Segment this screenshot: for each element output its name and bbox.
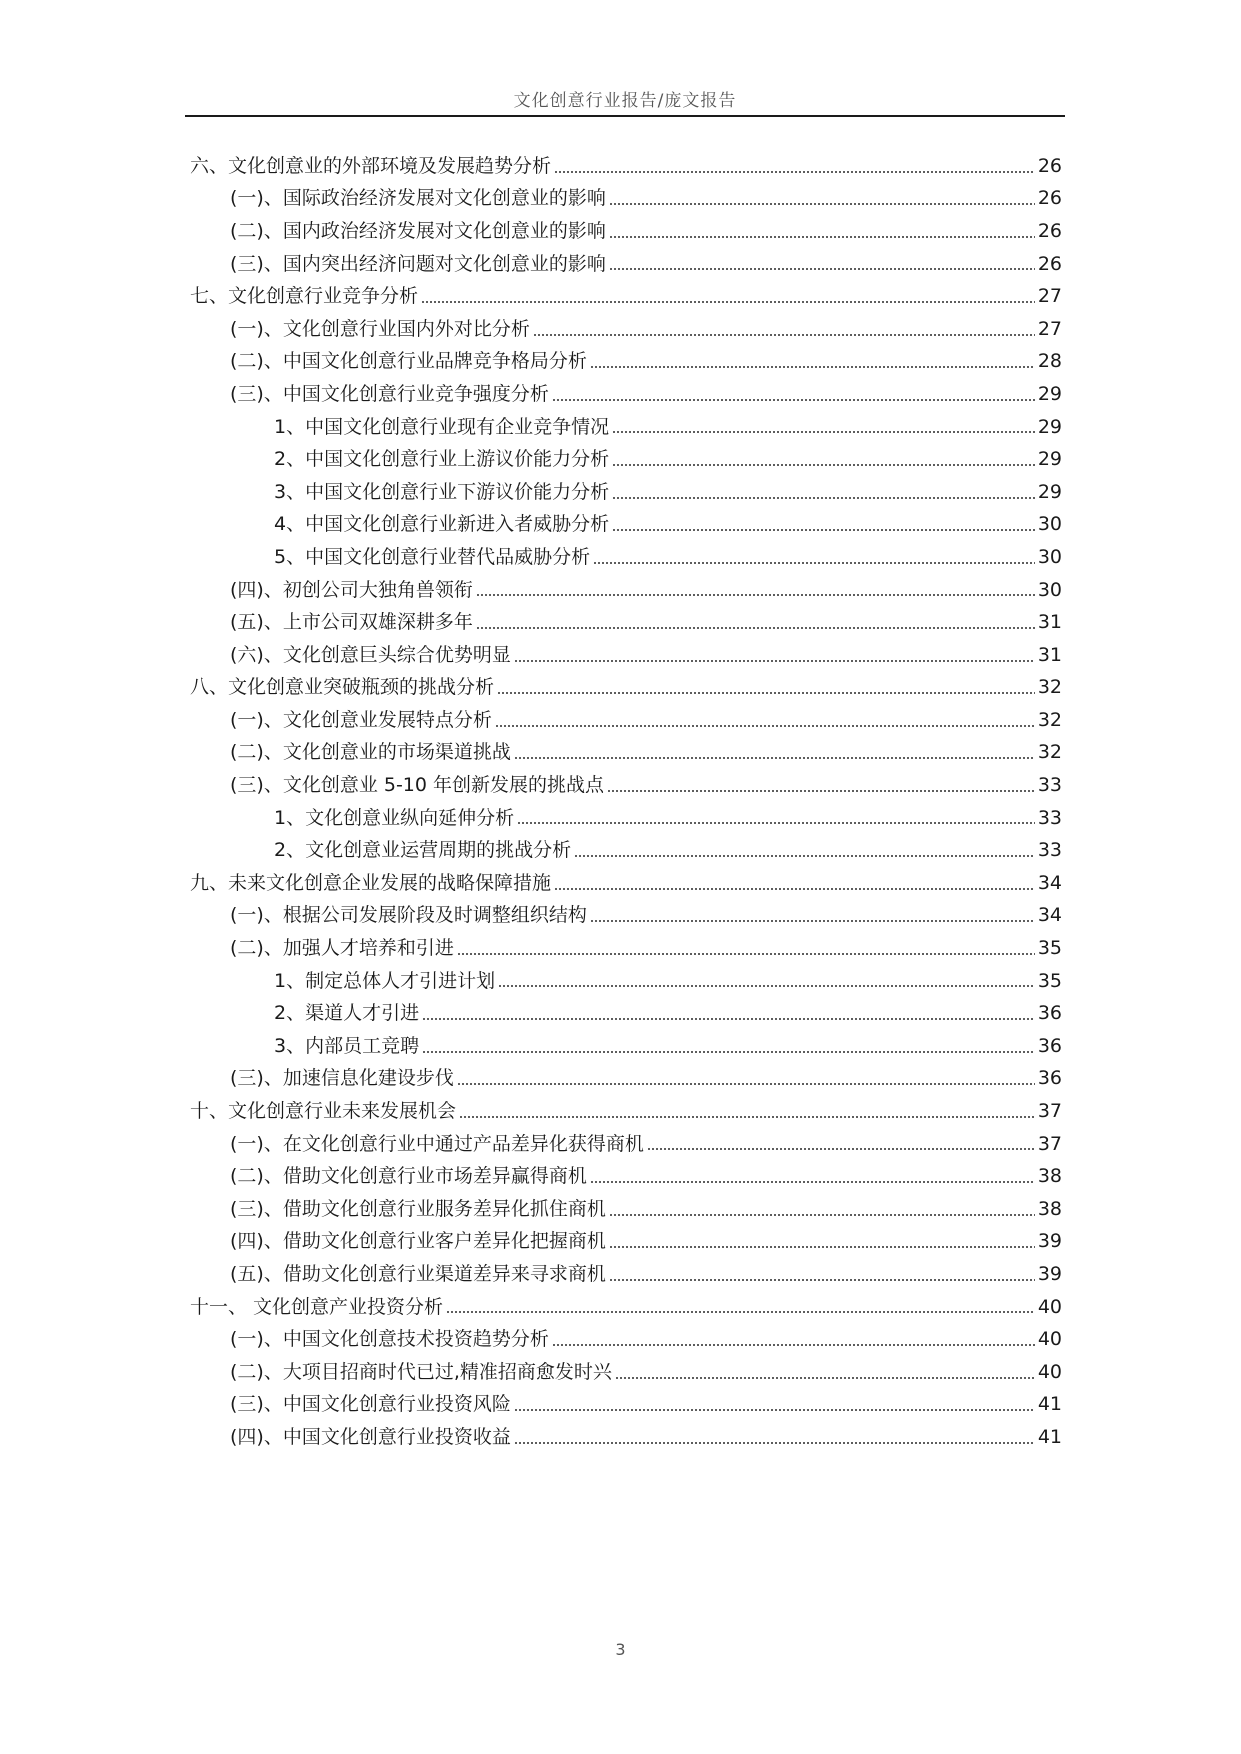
toc-entry[interactable]: [190, 965, 1062, 998]
toc-entry-page: 38: [1037, 1197, 1062, 1220]
toc-entry[interactable]: [190, 1323, 1062, 1356]
toc-dot-leader: [612, 463, 1035, 467]
toc-dot-leader: [457, 952, 1035, 956]
toc-entry-title: 九、未来文化创意企业发展的战略保障措施: [190, 871, 552, 894]
toc-entry-page: 29: [1037, 480, 1062, 503]
toc-entry[interactable]: [190, 1160, 1062, 1193]
toc-dot-leader: [615, 1376, 1035, 1380]
toc-dot-leader: [533, 333, 1035, 337]
toc-entry-title: (一)、中国文化创意技术投资趋势分析: [230, 1328, 549, 1351]
toc-dot-leader: [552, 398, 1035, 402]
toc-entry-title: (一)、文化创意行业国内外对比分析: [230, 317, 530, 340]
toc-entry-page: 33: [1037, 839, 1062, 862]
toc-entry[interactable]: [190, 215, 1062, 248]
toc-dot-leader: [574, 854, 1035, 858]
toc-entry-title: 3、中国文化创意行业下游议价能力分析: [274, 480, 610, 503]
toc-dot-leader: [590, 919, 1035, 923]
toc-entry-page: 37: [1037, 1132, 1062, 1155]
toc-dot-leader: [609, 235, 1035, 239]
toc-entry-title: 十、文化创意行业未来发展机会: [190, 1100, 457, 1123]
toc-entry-title: 1、制定总体人才引进计划: [274, 969, 496, 992]
toc-entry-page: 36: [1037, 1067, 1062, 1090]
toc-entry[interactable]: [190, 313, 1062, 346]
header-rule: [185, 115, 1065, 117]
toc-entry-title: (六)、文化创意巨头综合优势明显: [230, 643, 511, 666]
toc-entry-page: 26: [1037, 219, 1062, 242]
toc-entry[interactable]: [190, 1356, 1062, 1389]
toc-entry-page: 40: [1037, 1295, 1062, 1318]
toc-entry[interactable]: [190, 997, 1062, 1030]
toc-dot-leader: [552, 1343, 1035, 1347]
toc-entry-title: 5、中国文化创意行业替代品威胁分析: [274, 545, 591, 568]
toc-entry-page: 39: [1037, 1262, 1062, 1285]
toc-entry-page: 30: [1037, 578, 1062, 601]
page-number: 3: [615, 1640, 626, 1659]
toc-entry-page: 35: [1037, 937, 1062, 960]
toc-dot-leader: [609, 267, 1035, 271]
toc-dot-leader: [514, 756, 1035, 760]
toc-entry[interactable]: [190, 150, 1062, 183]
toc-entry[interactable]: [190, 737, 1062, 770]
toc-entry-title: (五)、借助文化创意行业渠道差异来寻求商机: [230, 1262, 606, 1285]
toc-entry[interactable]: [190, 183, 1062, 216]
toc-entry[interactable]: [190, 476, 1062, 509]
toc-entry[interactable]: [190, 378, 1062, 411]
toc-entry-title: (一)、国际政治经济发展对文化创意业的影响: [230, 187, 606, 210]
toc-entry-title: (四)、借助文化创意行业客户差异化把握商机: [230, 1230, 606, 1253]
toc-dot-leader: [422, 1017, 1035, 1021]
toc-entry-page: 27: [1037, 317, 1062, 340]
toc-entry-page: 39: [1037, 1230, 1062, 1253]
toc-entry-page: 33: [1037, 774, 1062, 797]
toc-entry[interactable]: [190, 900, 1062, 933]
toc-dot-leader: [497, 691, 1035, 695]
toc-entry-title: (四)、中国文化创意行业投资收益: [230, 1425, 511, 1448]
toc-entry-title: (五)、上市公司双雄深耕多年: [230, 611, 473, 634]
toc-entry-page: 34: [1037, 904, 1062, 927]
toc-entry[interactable]: [190, 1128, 1062, 1161]
toc-dot-leader: [514, 659, 1035, 663]
toc-dot-leader: [609, 1213, 1035, 1217]
toc-entry[interactable]: [190, 248, 1062, 281]
toc-entry[interactable]: [190, 574, 1062, 607]
toc-entry-title: (三)、中国文化创意行业投资风险: [230, 1393, 511, 1416]
toc-entry-title: (三)、文化创意业 5-10 年创新发展的挑战点: [230, 774, 605, 797]
toc-entry-page: 31: [1037, 611, 1062, 634]
toc-entry[interactable]: [190, 867, 1062, 900]
toc-entry-title: (二)、大项目招商时代已过,精准招商愈发时兴: [230, 1360, 612, 1383]
toc-entry[interactable]: [190, 932, 1062, 965]
toc-entry-title: (二)、加强人才培养和引进: [230, 937, 454, 960]
toc-entry[interactable]: [190, 509, 1062, 542]
toc-entry-page: 29: [1037, 415, 1062, 438]
toc-entry-page: 36: [1037, 1034, 1062, 1057]
toc-entry[interactable]: [190, 1258, 1062, 1291]
toc-entry-page: 38: [1037, 1165, 1062, 1188]
toc-dot-leader: [593, 561, 1035, 565]
toc-entry[interactable]: [190, 1389, 1062, 1422]
toc-dot-leader: [609, 1245, 1035, 1249]
toc-entry[interactable]: [190, 346, 1062, 379]
toc-dot-leader: [612, 496, 1035, 500]
toc-entry-page: 40: [1037, 1328, 1062, 1351]
toc-entry-title: (二)、国内政治经济发展对文化创意业的影响: [230, 219, 606, 242]
toc-entry-title: (二)、借助文化创意行业市场差异赢得商机: [230, 1165, 587, 1188]
toc-dot-leader: [498, 984, 1035, 988]
toc-entry-page: 35: [1037, 969, 1062, 992]
toc-dot-leader: [446, 1310, 1035, 1314]
toc-entry-title: (三)、借助文化创意行业服务差异化抓住商机: [230, 1197, 606, 1220]
toc-dot-leader: [476, 593, 1035, 597]
toc-entry-title: 3、内部员工竞聘: [274, 1034, 420, 1057]
toc-entry[interactable]: [190, 1063, 1062, 1096]
toc-entry[interactable]: [190, 541, 1062, 574]
table-of-contents: [190, 150, 1062, 1454]
toc-entry[interactable]: [190, 443, 1062, 476]
toc-entry-title: 六、文化创意业的外部环境及发展趋势分析: [190, 154, 552, 177]
toc-entry-page: 32: [1037, 708, 1062, 731]
toc-entry-page: 29: [1037, 448, 1062, 471]
toc-entry-title: 4、中国文化创意行业新进入者威胁分析: [274, 513, 610, 536]
toc-entry-title: (一)、根据公司发展阶段及时调整组织结构: [230, 904, 587, 927]
toc-entry-page: 34: [1037, 871, 1062, 894]
toc-entry-title: 2、文化创意业运营周期的挑战分析: [274, 839, 572, 862]
toc-dot-leader: [514, 1408, 1035, 1412]
toc-entry-page: 30: [1037, 545, 1062, 568]
toc-dot-leader: [517, 821, 1035, 825]
toc-entry[interactable]: [190, 411, 1062, 444]
toc-entry-page: 31: [1037, 643, 1062, 666]
toc-entry[interactable]: [190, 1095, 1062, 1128]
toc-entry-title: (三)、中国文化创意行业竞争强度分析: [230, 382, 549, 405]
toc-entry-title: (三)、加速信息化建设步伐: [230, 1067, 454, 1090]
toc-entry-page: 40: [1037, 1360, 1062, 1383]
toc-entry[interactable]: [190, 1030, 1062, 1063]
toc-dot-leader: [459, 1115, 1035, 1119]
toc-entry-page: 32: [1037, 741, 1062, 764]
toc-entry-title: 1、文化创意业纵向延伸分析: [274, 806, 515, 829]
toc-dot-leader: [607, 789, 1035, 793]
toc-entry-page: 28: [1037, 350, 1062, 373]
toc-entry-title: (一)、文化创意业发展特点分析: [230, 708, 492, 731]
toc-entry-title: (三)、国内突出经济问题对文化创意业的影响: [230, 252, 606, 275]
toc-entry-page: 26: [1037, 154, 1062, 177]
toc-entry-page: 32: [1037, 676, 1062, 699]
toc-dot-leader: [590, 1180, 1035, 1184]
toc-dot-leader: [421, 300, 1035, 304]
toc-dot-leader: [590, 365, 1035, 369]
toc-dot-leader: [514, 1441, 1035, 1445]
toc-entry-page: 26: [1037, 187, 1062, 210]
toc-dot-leader: [609, 202, 1035, 206]
toc-entry-page: 30: [1037, 513, 1062, 536]
toc-entry-title: 八、文化创意业突破瓶颈的挑战分析: [190, 676, 495, 699]
toc-entry[interactable]: [190, 802, 1062, 835]
toc-entry[interactable]: [190, 834, 1062, 867]
toc-entry[interactable]: [190, 639, 1062, 672]
toc-entry-page: 27: [1037, 285, 1062, 308]
toc-entry-title: 十一、 文化创意产业投资分析: [190, 1295, 444, 1318]
toc-entry[interactable]: [190, 704, 1062, 737]
toc-dot-leader: [612, 430, 1035, 434]
toc-entry[interactable]: [190, 672, 1062, 705]
running-header: 文化创意行业报告/庞文报告: [513, 91, 737, 111]
toc-entry-page: 29: [1037, 382, 1062, 405]
toc-dot-leader: [476, 626, 1035, 630]
toc-entry[interactable]: [190, 1226, 1062, 1259]
toc-entry[interactable]: [190, 1291, 1062, 1324]
toc-entry-title: (二)、文化创意业的市场渠道挑战: [230, 741, 511, 764]
toc-entry-title: (四)、初创公司大独角兽领衔: [230, 578, 473, 601]
toc-entry-title: (一)、在文化创意行业中通过产品差异化获得商机: [230, 1132, 644, 1155]
toc-entry-title: 2、中国文化创意行业上游议价能力分析: [274, 448, 610, 471]
toc-dot-leader: [495, 724, 1035, 728]
toc-dot-leader: [647, 1147, 1035, 1151]
toc-dot-leader: [554, 170, 1035, 174]
toc-dot-leader: [554, 887, 1035, 891]
toc-entry[interactable]: [190, 1193, 1062, 1226]
toc-dot-leader: [422, 1050, 1035, 1054]
toc-entry-title: 1、中国文化创意行业现有企业竞争情况: [274, 415, 610, 438]
toc-entry[interactable]: [190, 1421, 1062, 1454]
toc-entry-title: 2、渠道人才引进: [274, 1002, 420, 1025]
toc-entry[interactable]: [190, 280, 1062, 313]
toc-entry-page: 33: [1037, 806, 1062, 829]
toc-entry-page: 36: [1037, 1002, 1062, 1025]
toc-entry-title: (二)、中国文化创意行业品牌竞争格局分析: [230, 350, 587, 373]
toc-entry-page: 41: [1037, 1425, 1062, 1448]
toc-entry-page: 26: [1037, 252, 1062, 275]
toc-entry[interactable]: [190, 606, 1062, 639]
toc-entry-title: 七、文化创意行业竞争分析: [190, 285, 419, 308]
toc-entry[interactable]: [190, 769, 1062, 802]
toc-dot-leader: [457, 1082, 1035, 1086]
toc-dot-leader: [612, 528, 1035, 532]
toc-dot-leader: [609, 1278, 1035, 1282]
toc-entry-page: 37: [1037, 1100, 1062, 1123]
toc-entry-page: 41: [1037, 1393, 1062, 1416]
